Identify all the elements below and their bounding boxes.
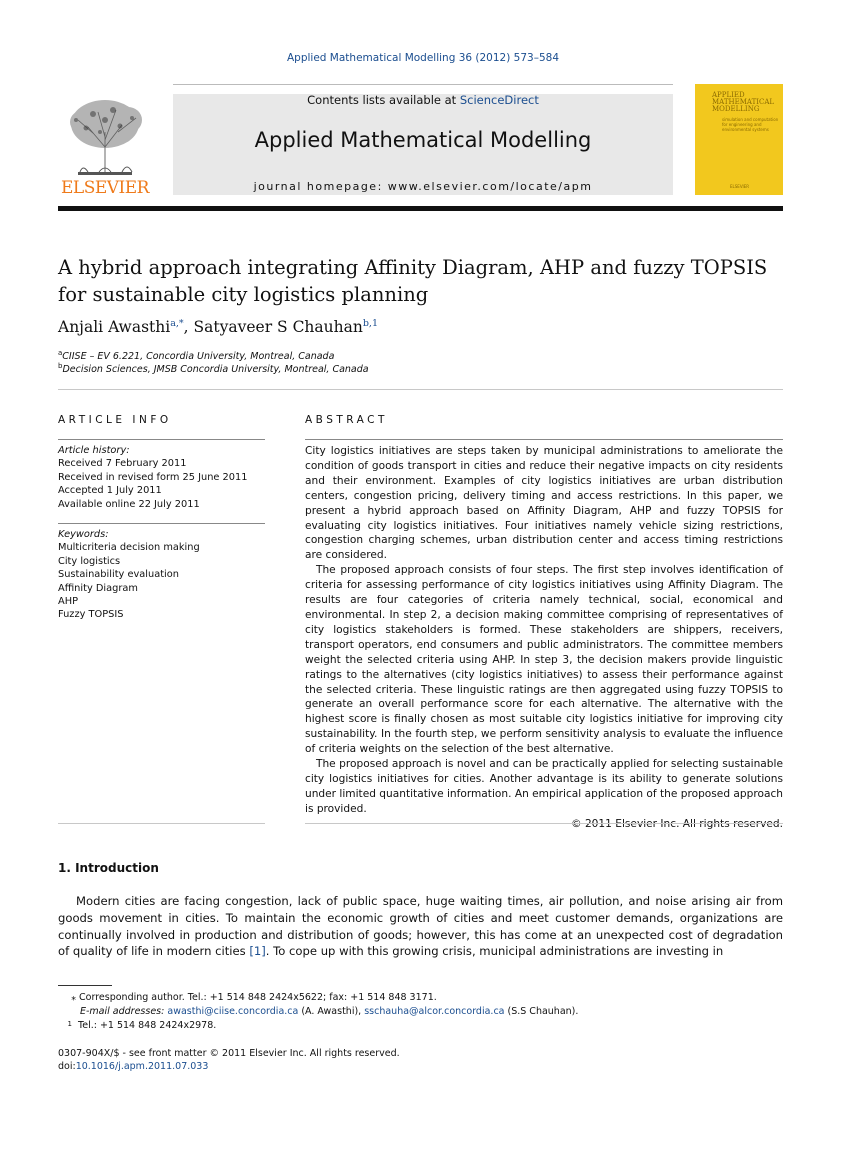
affiliation-a-text: CIISE – EV 6.221, Concordia University, Montreal, Canada — [62, 351, 335, 363]
front-matter-line: 0307-904X/$ - see front matter © 2011 Elsevier Inc. All rights reserved. — [58, 1048, 400, 1059]
keyword-item: City logistics — [58, 555, 121, 567]
article-info-rule — [58, 439, 265, 440]
history-item: Received in revised form 25 June 2011 — [58, 471, 248, 483]
keywords-label: Keywords: — [58, 529, 109, 540]
footnote-1 — [58, 1020, 216, 1031]
doi-line — [58, 1061, 208, 1072]
history-item: Received 7 February 2011 — [58, 458, 187, 470]
abstract-body — [305, 444, 783, 832]
journal-title: Applied Mathematical Modelling — [254, 128, 592, 152]
journal-reference[interactable]: Applied Mathematical Modelling 36 (2012) 573–584 — [287, 52, 559, 64]
author-separator: , — [183, 318, 194, 337]
cover-title: APPLIED MATHEMATICAL MODELLING — [712, 91, 775, 113]
keyword-item: AHP — [58, 596, 78, 608]
footnote-corresponding-text: Corresponding author. Tel.: +1 514 848 2424x5622; fax: +1 514 848 3171. — [79, 992, 437, 1003]
article-history — [58, 444, 265, 511]
journal-homepage[interactable]: journal homepage: www.elsevier.com/locate/apm — [253, 180, 593, 193]
article-info-heading: ARTICLE INFO — [58, 414, 172, 426]
keyword-item: Multicriteria decision making — [58, 542, 200, 554]
citation-link[interactable]: [1] — [249, 944, 266, 959]
keyword-item: Sustainability evaluation — [58, 569, 179, 581]
introduction-paragraph — [58, 893, 783, 960]
email-owner-1: (A. Awasthi), — [298, 1006, 365, 1017]
author-2-affiliation-mark[interactable]: b,1 — [362, 318, 378, 329]
abstract-rule — [305, 439, 783, 440]
abstract-copyright — [305, 817, 783, 832]
abstract-paragraph: The proposed approach is novel and can be practically applied for selecting sustainable city logistics initiatives for cities. Another advantage is its ability to generate solutions under limited quantitative information. An empirical application of the proposed approach is provided. — [305, 758, 783, 815]
elsevier-wordmark: ELSEVIER — [61, 178, 149, 198]
sciencedirect-link[interactable]: ScienceDirect — [459, 93, 539, 107]
keyword-item: Affinity Diagram — [58, 582, 138, 594]
header-thick-rule — [58, 206, 783, 211]
article-info-bottom-rule — [58, 823, 265, 824]
affiliation-b-text: Decision Sciences, JMSB Concordia University, Montreal, Canada — [62, 364, 369, 376]
affiliation-b-mark: b — [58, 362, 63, 370]
intro-text: Modern cities are facing congestion, lack of public space, huge waiting times, air pollution, and noise arising air from goods movement in cities. To maintain the economic growth of cities and meet customer demands, organizations are continually involved in production and distribution of goods; however, this has come at an unexpected cost of degradation of quality of life in modern cities — [58, 894, 783, 959]
email-link-chauhan[interactable]: sschauha@alcor.concordia.ca — [364, 1006, 505, 1017]
abstract-paragraph: City logistics initiatives are steps taken by municipal administrations to ameliorate the condition of goods transport in cities and reduce their negative impacts on city residents and their environment. Examples of city logistics initiatives are urban distribution centers, congestion pricing, delivery timing and access restrictions. In this paper, we present a hybrid approach based on Affinity Diagram, AHP and fuzzy TOPSIS for evaluating city logistics initiatives. Four initiatives namely vehicle sizing restrictions, congestion charging schemes, urban distribution center and access timing restrictions are considered. — [305, 445, 783, 562]
author-list — [58, 318, 378, 336]
footnote-corresponding — [58, 992, 437, 1003]
keywords — [58, 528, 265, 622]
history-item: Accepted 1 July 2011 — [58, 485, 162, 497]
author-1-affiliation-mark[interactable]: a,* — [170, 318, 184, 329]
footnote-emails — [80, 1006, 578, 1017]
footnote-1-mark: 1 — [67, 1020, 72, 1028]
email-owner-2: (S.S Chauhan). — [504, 1006, 579, 1017]
email-label: E-mail addresses: — [80, 1006, 165, 1017]
history-item: Available online 22 July 2011 — [58, 498, 200, 510]
footnote-1-text: Tel.: +1 514 848 2424x2978. — [78, 1020, 217, 1031]
affiliation-a — [58, 349, 334, 362]
doi-prefix: doi: — [58, 1061, 76, 1072]
affiliation-b — [58, 362, 369, 375]
email-link-awasthi[interactable]: awasthi@ciise.concordia.ca — [167, 1006, 299, 1017]
author-2: Satyaveer S Chauhan — [193, 318, 363, 337]
cover-publisher: ELSEVIER — [730, 184, 750, 189]
abstract-heading: ABSTRACT — [305, 414, 388, 426]
abstract-paragraph: The proposed approach consists of four steps. The first step involves identification of criteria for assessing performance of city logistics initiatives using Affinity Diagram. The results are four categories of criteria namely technical, social, economical and environmental. In step 2, a decision making committee comprising of representatives of city logistics stakeholders is formed. These stakeholders are shippers, receivers, transport operators, end consumers and public administrators. The committee members weight the selected criteria using AHP. In step 3, the decision makers provide linguistic ratings to the alternatives (city logistics initiatives) to assess their performance against the selected criteria. These linguistic ratings are then aggregated using fuzzy TOPSIS to generate an overall performance score for each alternative. The alternative with the highest score is finally chosen as most suitable city logistics initiative for improving city sustainability. In the fourth step, we perform sensitivity analysis to evaluate the influence of criteria weights on the selection of the best alternative. — [305, 564, 783, 756]
article-title: A hybrid approach integrating Affinity Diagram, AHP and fuzzy TOPSIS for sustainable city logistics planning — [58, 256, 768, 306]
author-1: Anjali Awasthi — [58, 318, 171, 337]
cover-subtitle: simulation and computation for engineering and environmental systems — [722, 117, 779, 132]
keywords-rule — [58, 523, 265, 524]
keyword-item: Fuzzy TOPSIS — [58, 609, 124, 621]
affiliation-a-mark: a — [58, 349, 63, 357]
contents-line — [173, 93, 673, 107]
intro-text-continued: . To cope up with this growing crisis, municipal administrations are investing in — [265, 944, 724, 959]
top-divider — [173, 84, 673, 85]
affiliation-divider — [58, 389, 783, 390]
contents-prefix: Contents lists available at — [307, 93, 460, 107]
footnote-rule — [58, 985, 112, 986]
section-heading-introduction: 1. Introduction — [58, 861, 159, 875]
abstract-bottom-rule — [305, 823, 783, 824]
doi-link[interactable]: 10.1016/j.apm.2011.07.033 — [75, 1061, 209, 1072]
article-history-label: Article history: — [58, 445, 130, 456]
footnote-star-mark: ⁎ — [71, 992, 76, 1003]
